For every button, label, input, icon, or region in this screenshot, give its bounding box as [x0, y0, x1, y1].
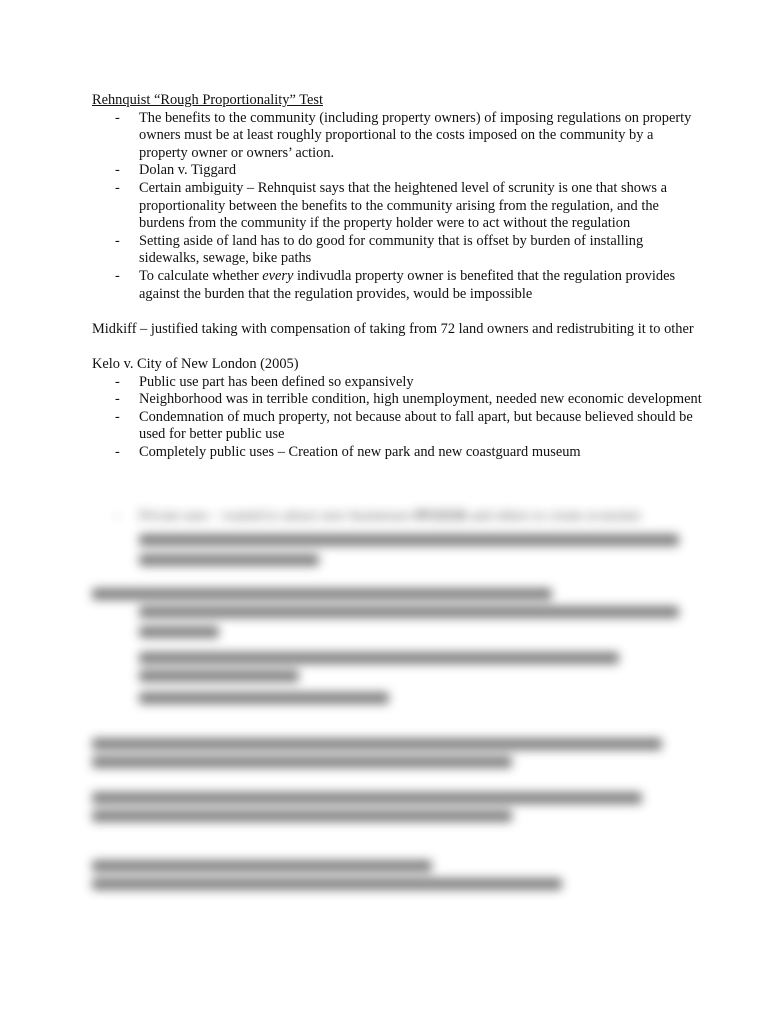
blurred-line	[92, 878, 562, 890]
dash-bullet: -	[115, 179, 120, 196]
blurred-line	[92, 738, 662, 750]
list-item	[92, 233, 704, 268]
partial-text-part: and others to create economic	[466, 508, 643, 524]
dash-bullet: -	[115, 408, 120, 425]
list-item	[92, 374, 704, 392]
list-item-text-part: To calculate whether	[139, 267, 263, 284]
list-item-emphasis: every	[262, 267, 294, 284]
section-heading-rehnquist	[92, 92, 704, 110]
rehnquist-list	[92, 110, 704, 304]
list-item-text: Setting aside of land has to do good for community that is offset by burden of installing sidewalks, sewage, bike paths	[139, 232, 644, 267]
partial-list-item-text	[92, 508, 712, 526]
blurred-line	[92, 810, 512, 822]
partial-text-part: Private uses – wanted to attract new businesses	[139, 508, 414, 524]
blurred-line	[139, 606, 679, 618]
partial-text-bold: PFIZER	[413, 508, 467, 524]
blurred-line	[92, 860, 432, 872]
blurred-line	[92, 588, 552, 600]
list-item-text-part: indivudla property owner is benefited that the regulation provides against the burden that the regulation provides, would be impossible	[139, 267, 676, 302]
dash-bullet: -	[115, 232, 120, 249]
kelo-list	[92, 374, 704, 462]
list-item	[92, 268, 704, 303]
blurred-line	[139, 692, 389, 704]
dash-bullet: -	[115, 443, 120, 460]
partial-list-item	[92, 508, 712, 526]
list-item-text: Condemnation of much property, not because about to fall apart, but because believed should be used for better public use	[139, 408, 693, 443]
blurred-line	[139, 652, 619, 664]
blurred-line	[139, 670, 299, 682]
section-title-rehnquist: Rehnquist “Rough Proportionality” Test	[92, 92, 323, 108]
list-item-text: Public use part has been defined so expansively	[139, 373, 414, 390]
dash-bullet: -	[115, 267, 120, 284]
dash-bullet: -	[115, 162, 120, 179]
list-item-text: Neighborhood was in terrible condition, high unemployment, needed new economic development	[139, 391, 702, 408]
blurred-line	[139, 626, 219, 638]
list-item	[92, 444, 704, 462]
list-item-text: Certain ambiguity – Rehnquist says that the heightened level of scrunity is one that shows a proportionality between the benefits to the community arising from the regulation, and the burdens from the community if the property holder were to act without the regulation	[139, 179, 667, 232]
list-item	[92, 391, 704, 409]
blurred-line	[92, 792, 642, 804]
document-body	[92, 92, 704, 461]
list-item	[92, 180, 704, 233]
dash-bullet: -	[115, 391, 120, 408]
paragraph-gap	[92, 303, 704, 321]
dash-bullet: -	[115, 373, 120, 390]
list-item-text: Completely public uses – Creation of new park and new coastguard museum	[139, 443, 581, 460]
blurred-line	[139, 534, 679, 546]
list-item	[92, 409, 704, 444]
midkiff-paragraph: Midkiff – justified taking with compensation of taking from 72 land owners and redistrubiting it to other	[92, 320, 694, 337]
blurred-content	[0, 508, 784, 928]
list-item	[92, 110, 704, 163]
dash-bullet: -	[115, 508, 120, 524]
section-heading-kelo: Kelo v. City of New London (2005)	[92, 355, 299, 372]
paragraph-gap	[92, 338, 704, 356]
blurred-line	[139, 554, 319, 566]
list-item	[92, 162, 704, 180]
list-item-text: Dolan v. Tiggard	[139, 162, 237, 179]
dash-bullet: -	[115, 109, 120, 126]
list-item-text: The benefits to the community (including property owners) of imposing regulations on property owners must be at least roughly proportional to the costs imposed on the community by a property owner or owners’ action.	[139, 109, 692, 161]
blurred-line	[92, 756, 512, 768]
